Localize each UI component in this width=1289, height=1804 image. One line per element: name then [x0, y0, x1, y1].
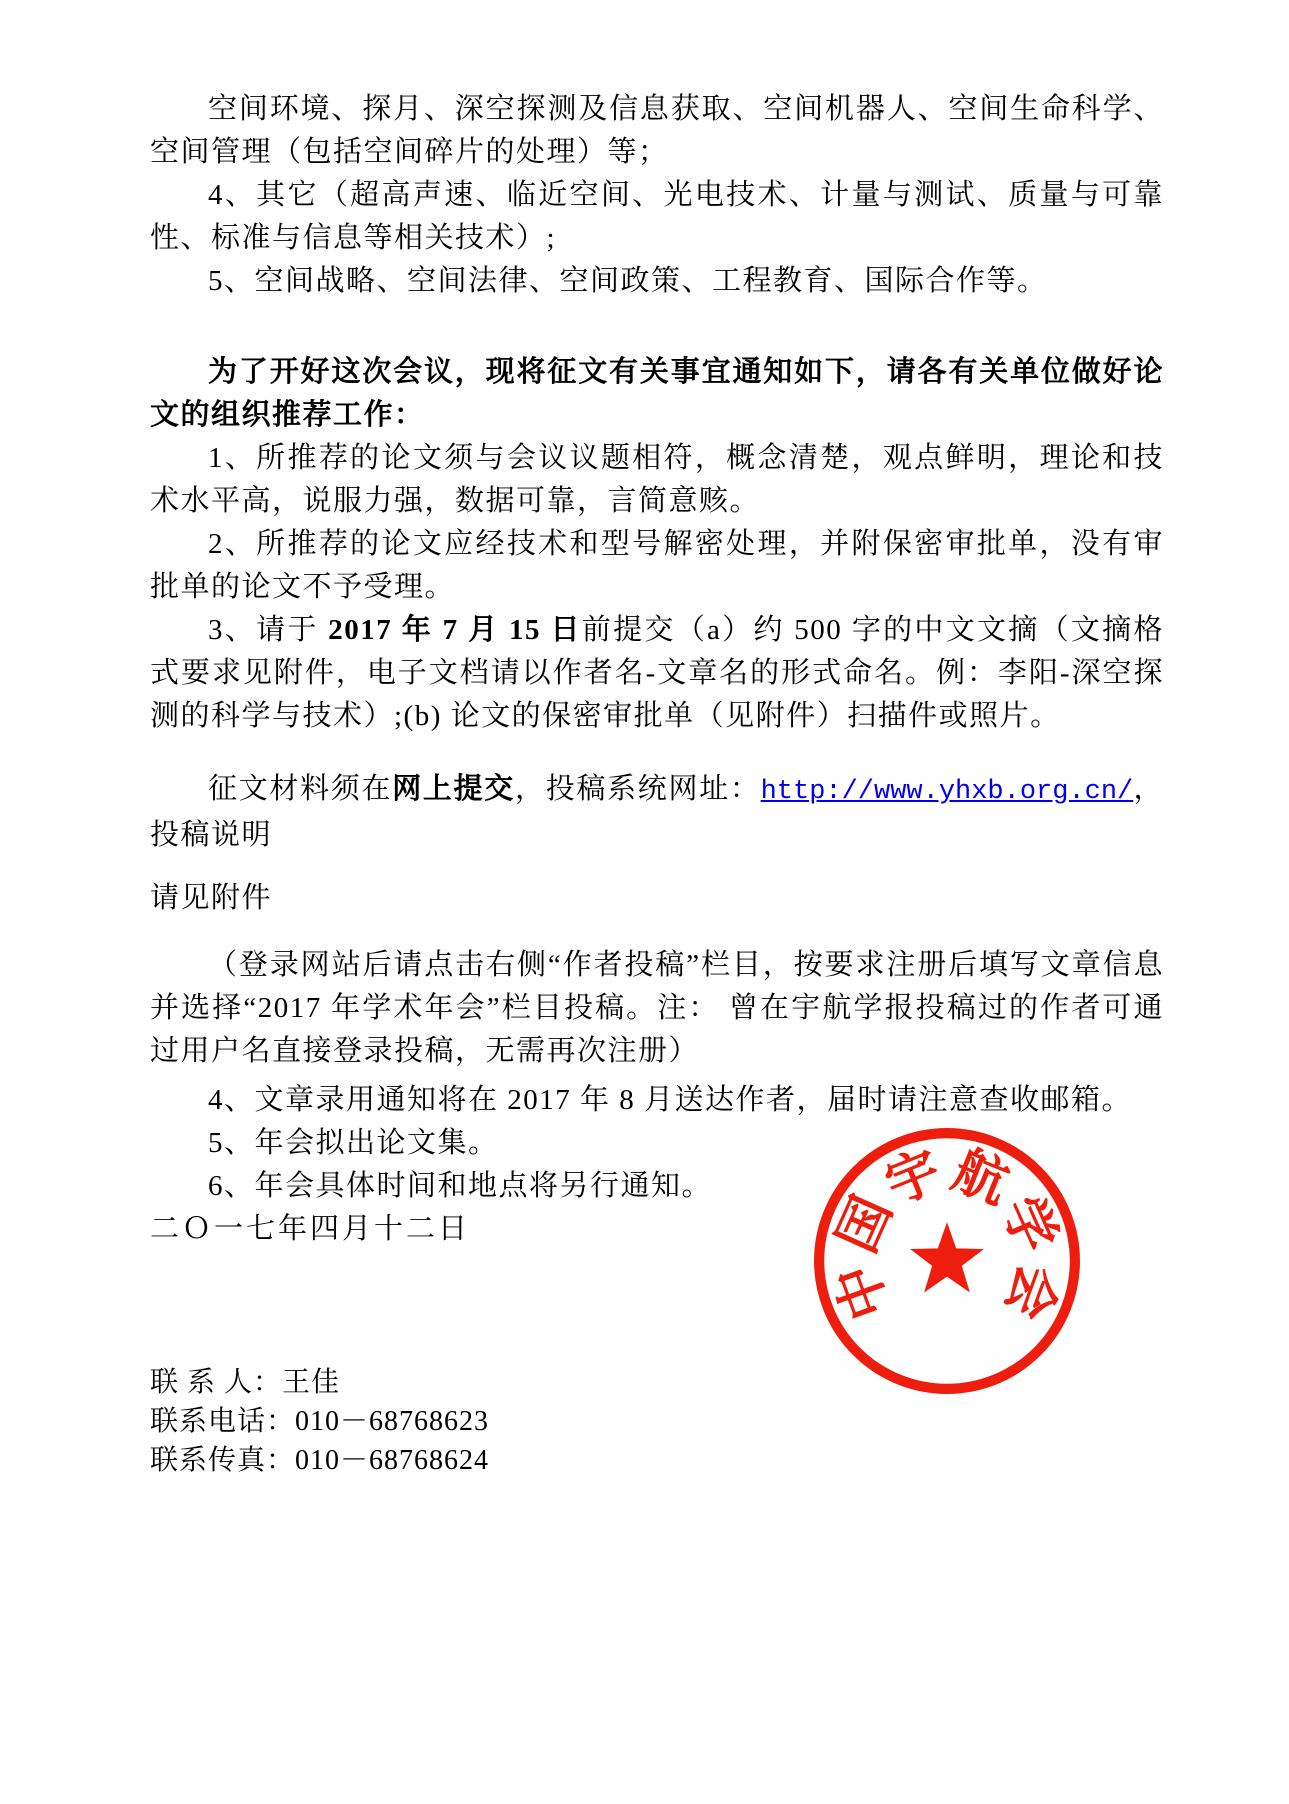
req3-text-start: 3、请于: [208, 614, 329, 646]
paragraph-intro: 为了开好这次会议，现将征文有关事宜通知如下，请各有关单位做好论文的组织推荐工作：: [150, 356, 1164, 431]
paragraph-requirement-6: 6、年会具体时间和地点将另行通知。: [208, 1170, 713, 1202]
paragraph-requirement-4: 4、文章录用通知将在 2017 年 8 月送达作者，届时请注意查收邮箱。: [208, 1084, 1133, 1116]
req3-text-end: 前提交（a）约 500 字的中文文摘（文摘格式要求见附件，电子文档请以作者名-文章名的形式命名。例：李阳-深空探测的科学与技术）;(b) 论文的保密审批单（见附件）扫描件或照片。: [150, 614, 1164, 732]
submission-site-link[interactable]: http://www.yhxb.org.cn/: [760, 777, 1134, 807]
paragraph-requirement-5: 5、年会拟出论文集。: [208, 1127, 499, 1159]
seal-char-3: 宇: [877, 1139, 950, 1216]
paragraph-item-4: 4、其它（超高声速、临近空间、光电技术、计量与测试、质量与可靠性、标准与信息等相关技术）;: [150, 179, 1164, 254]
paragraph-requirement-3: [150, 609, 1164, 738]
paragraph-requirement-1: 1、所推荐的论文须与会议议题相符，概念清楚，观点鲜明，理论和技术水平高，说服力强，数据可靠，言简意赅。: [150, 442, 1164, 517]
paragraph-see-attachment: 请见附件: [150, 882, 273, 914]
contact-fax-value: 010－68768624: [295, 1445, 490, 1476]
contact-phone-label: 联系电话：: [150, 1406, 296, 1437]
contact-person-label: 联 系 人：: [150, 1367, 283, 1398]
paragraph-online-submission: [150, 768, 1164, 857]
online-text-start: 征文材料须在: [208, 773, 393, 805]
contact-fax-row: [150, 1441, 1164, 1480]
seal-char-6: 会: [994, 1256, 1069, 1328]
document-body: [150, 88, 1164, 1480]
paragraph-requirement-2: 2、所推荐的论文应经技术和型号解密处理，并附保密审批单，没有审批单的论文不予受理。: [150, 528, 1164, 603]
online-submit-bold: 网上提交: [392, 773, 515, 805]
contact-phone-value: 010－68768623: [295, 1406, 490, 1437]
req3-deadline-bold: 2017 年 7 月 15 日: [328, 614, 582, 646]
date-line: 二Ｏ一七年四月十二日: [150, 1213, 471, 1245]
seal-char-5: 学: [990, 1187, 1068, 1262]
contact-block: [150, 1363, 1164, 1480]
contact-person-value: 王佳: [282, 1367, 341, 1398]
seal-char-4: 航: [944, 1139, 1017, 1216]
seal-char-1: 中: [825, 1256, 900, 1328]
seal-char-2: 国: [826, 1187, 904, 1262]
paragraph-topics-tail: 空间环境、探月、深空探测及信息获取、空间机器人、空间生命科学、空间管理（包括空间碎片的处理）等；: [150, 93, 1164, 168]
online-text-mid: ，投稿系统网址：: [515, 773, 761, 805]
contact-phone-row: [150, 1402, 1164, 1441]
contact-person-row: [150, 1363, 1164, 1402]
contact-fax-label: 联系传真：: [150, 1445, 296, 1476]
paragraph-login-note: （登录网站后请点击右侧“作者投稿”栏目，按要求注册后填写文章信息并选择“2017 年学术年会”栏目投稿。注： 曾在宇航学报投稿过的作者可通过用户名直接登录投稿，无需再次注册）: [150, 949, 1164, 1067]
paragraph-item-5: 5、空间战略、空间法律、空间政策、工程教育、国际合作等。: [208, 265, 1048, 297]
online-text-end: ，投稿说明: [150, 773, 1164, 851]
